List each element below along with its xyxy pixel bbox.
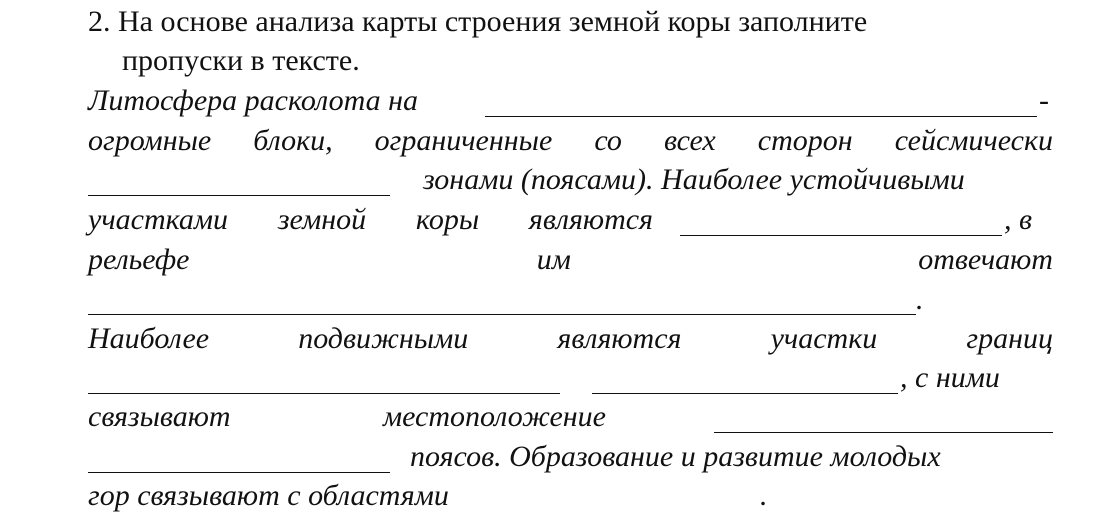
text-line-3: зонами (поясами). Наиболее устойчивыми: [423, 163, 965, 196]
blank-plates[interactable]: [485, 116, 1037, 117]
word: ограниченные: [374, 124, 553, 157]
word: рельефе: [88, 243, 190, 276]
blank-boundaries-1[interactable]: [88, 393, 560, 394]
word: являются: [557, 322, 682, 355]
task-heading-continued: пропуски в тексте.: [122, 44, 360, 77]
text-line-2: [88, 123, 1053, 159]
word: земной: [277, 203, 367, 236]
word: подвижными: [298, 322, 469, 355]
text-line-8: [900, 360, 1053, 396]
word: огромные: [88, 124, 212, 157]
text-line-11: гор связывают с областями: [88, 479, 449, 512]
text-line-7: [88, 321, 1053, 357]
text-line-1: Литосфера расколота на: [88, 84, 418, 117]
text-final-period: .: [760, 479, 768, 512]
word: всех: [663, 124, 716, 157]
blank-relief[interactable]: [88, 314, 916, 315]
word: являются: [528, 203, 653, 236]
word: Наиболее: [88, 322, 210, 355]
text-line-5: [88, 242, 1053, 278]
blank-belts-1[interactable]: [714, 432, 1053, 433]
text-line-10: поясов. Образование и развитие молодых: [410, 440, 941, 473]
blank-boundaries-2[interactable]: [592, 393, 898, 394]
text-period: .: [916, 283, 924, 316]
text-fragment: , с ними: [900, 361, 1000, 394]
word: границ: [966, 322, 1053, 355]
word: участки: [770, 322, 878, 355]
word: со: [594, 124, 622, 157]
word: местоположение: [382, 400, 606, 433]
word: сторон: [757, 124, 853, 157]
word: сейсмически: [894, 124, 1053, 157]
task-heading: 2. На основе анализа карты строения земной коры заполните: [88, 5, 868, 38]
text-line-9: [88, 399, 606, 435]
blank-stable-areas[interactable]: [680, 235, 1002, 236]
text-comma-in: , в: [1004, 203, 1033, 236]
word: отвечают: [918, 243, 1053, 276]
word: участками: [88, 203, 229, 236]
word: связывают: [88, 400, 231, 433]
blank-seismic[interactable]: [88, 195, 390, 196]
blank-belts-2[interactable]: [88, 472, 390, 473]
word: блоки,: [253, 124, 333, 157]
word: им: [536, 243, 571, 276]
word: коры: [415, 203, 480, 236]
text-dash: -: [1039, 84, 1049, 117]
text-line-4: [88, 202, 653, 238]
